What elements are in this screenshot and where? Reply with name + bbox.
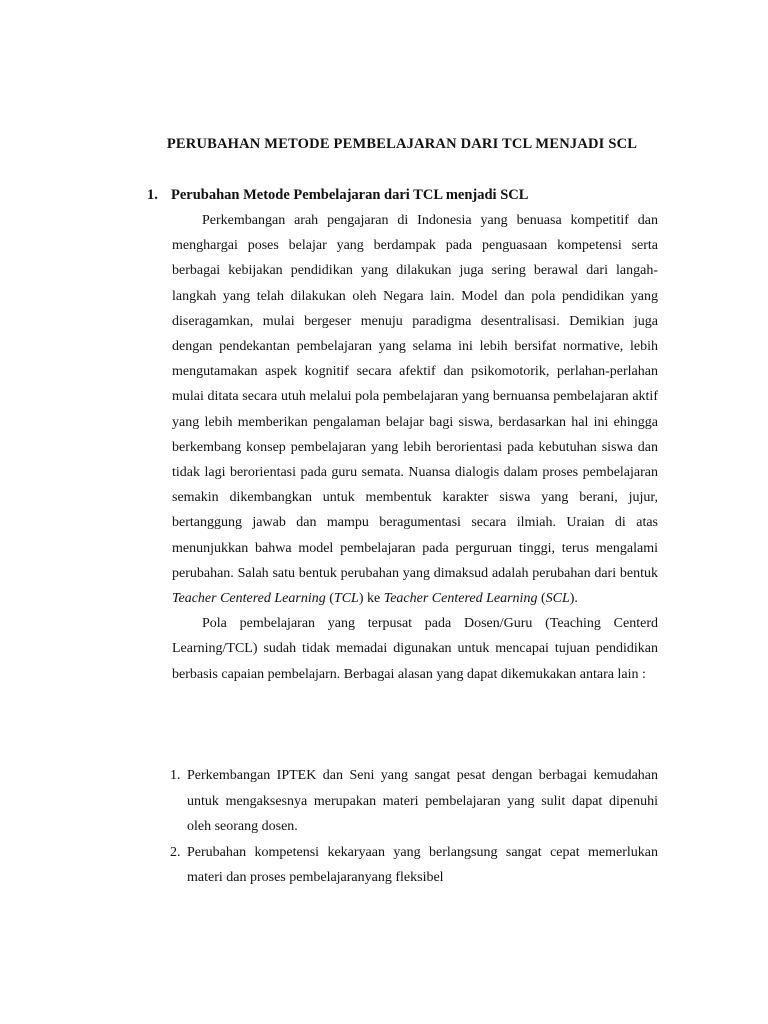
- paragraph-1-text: Perkembangan arah pengajaran di Indonesia yang benuasa kompetitif dan menghargai poses belajar yang berdampak pada penguasaan kompetensi serta berbagai kebijakan pendidikan yang dilakukan juga sering berawal dari langah-langkah yang telah dilakukan oleh Negara lain. Model dan pola pendidikan yang diseragamkan, mulai bergeser menuju paradigma desentralisasi. Demikian juga dengan pendekantan pembelajaran yang selama ini lebih bersifat normative, lebih mengutamakan aspek kognitif secara afektif dan psikomotorik, perlahan-perlahan mulai ditata secara utuh melalui pola pembelajaran yang bernuansa pembelajaran aktif yang lebih memberikan pengalaman belajar bagi siswa, berdasarkan hal ini ehingga berkembang konsep pembelajaran yang lebih berorientasi pada kebutuhan siswa dan tidak lagi berorientasi pada guru semata. Nuansa dialogis dalam proses pembelajaran semakin dikembangkan untuk membentuk karakter siswa yang berani, jujur, bertanggung jawab dan mampu beragumentasi secara ilmiah. Uraian di atas menunjukkan bahwa model pembelajaran pada perguruan tinggi, terus mengalami perubahan. Salah satu bentuk perubahan yang dimaksud adalah perubahan dari bentuk: [172, 213, 658, 581]
- italic-term-2: Teacher Centered Learning: [383, 591, 538, 607]
- paren-open-1: (: [325, 591, 334, 607]
- paren-close-1: ) ke: [358, 591, 384, 607]
- list-item-text: Perubahan kompetensi kekaryaan yang berlangsung sangat cepat memerlukan materi dan proses pembelajaranyang fleksibel: [187, 844, 658, 885]
- document-title: PERUBAHAN METODE PEMBELAJARAN DARI TCL MENJADI SCL: [166, 136, 638, 152]
- list-item-number: 2.: [170, 844, 181, 860]
- paren-open-2: (: [537, 591, 546, 607]
- section-number: 1.: [147, 187, 158, 203]
- paragraph-1: [172, 208, 658, 611]
- list-item-text: Perkembangan IPTEK dan Seni yang sangat pesat dengan berbagai kemudahan untuk mengaksesnya merupakan materi pembelajaran yang sulit dapat dipenuhi oleh seorang dosen.: [187, 768, 658, 834]
- abbreviation-tcl: TCL: [333, 591, 359, 607]
- section-heading: [147, 187, 528, 204]
- list-item: [170, 763, 658, 840]
- reasons-list: [170, 763, 658, 891]
- section-heading-text: Perubahan Metode Pembelajaran dari TCL menjadi SCL: [171, 187, 529, 203]
- section-body: [172, 208, 658, 687]
- paragraph-2: Pola pembelajaran yang terpusat pada Dosen/Guru (Teaching Centerd Learning/TCL) sudah tidak memadai digunakan untuk mencapai tujuan pendidikan berbasis capaian pembelajarn. Berbagai alasan yang dapat dikemukakan antara lain :: [172, 616, 658, 682]
- list-item: [170, 840, 658, 891]
- list-item-number: 1.: [170, 768, 181, 783]
- abbreviation-scl: SCL: [545, 591, 570, 607]
- italic-term-1: Teacher Centered Learning: [172, 591, 326, 607]
- paren-close-2: ).: [569, 591, 578, 607]
